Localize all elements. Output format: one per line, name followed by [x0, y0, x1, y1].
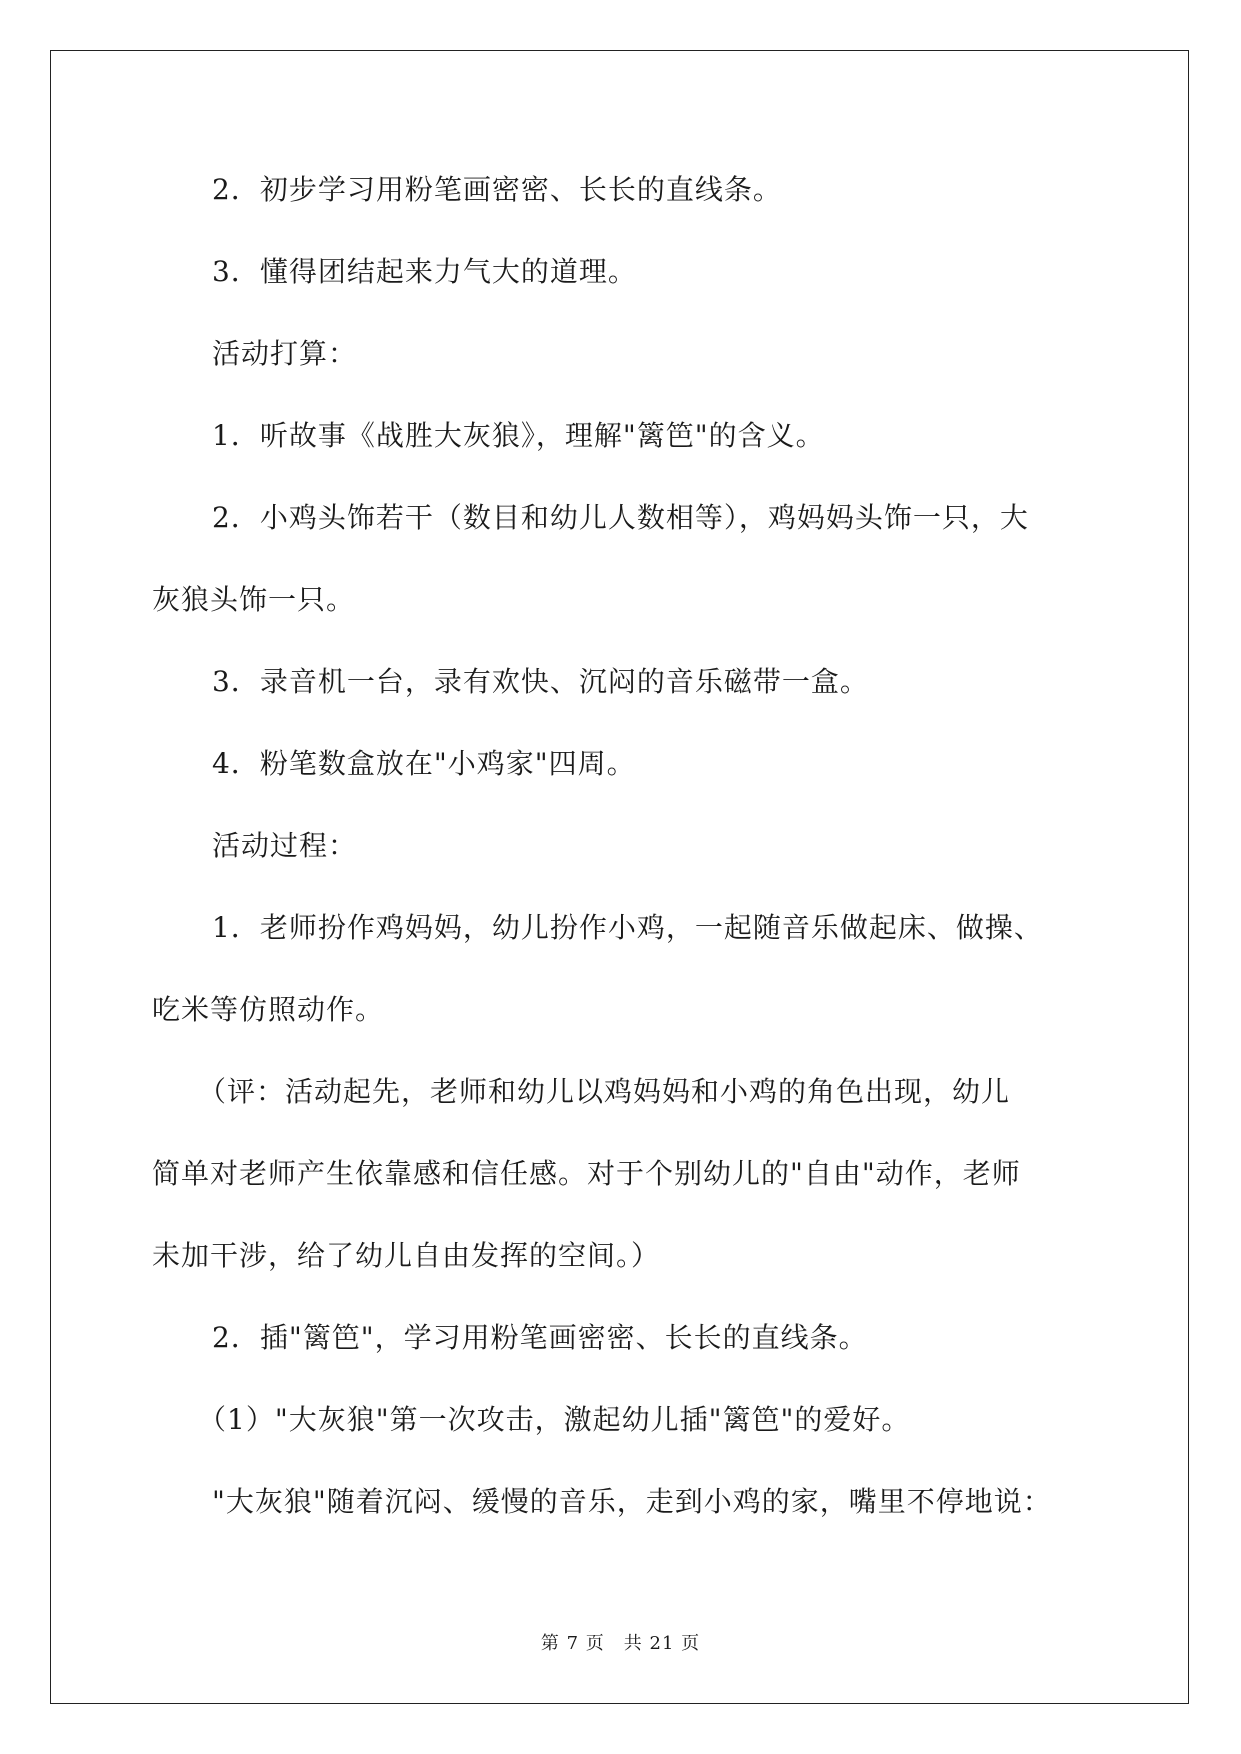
paragraph-line: 灰狼头饰一只。 — [152, 583, 356, 616]
comment-line: 未加干涉，给了幼儿自由发挥的空间。） — [152, 1239, 661, 1272]
comment-line: 简单对老师产生依靠感和信任感。对于个别幼儿的"自由"动作，老师 — [152, 1157, 1021, 1190]
section-heading: 活动过程： — [212, 829, 358, 862]
paragraph-line: 3．懂得团结起来力气大的道理。 — [212, 255, 637, 288]
comment-line: （评：活动起先，老师和幼儿以鸡妈妈和小鸡的角色出现，幼儿 — [198, 1075, 1011, 1108]
section-heading: 活动打算： — [212, 337, 358, 370]
paragraph-line: 1．听故事《战胜大灰狼》，理解"篱笆"的含义。 — [212, 419, 825, 452]
paragraph-line: 3．录音机一台，录有欢快、沉闷的音乐磁带一盒。 — [212, 665, 869, 698]
paragraph-line: 2．初步学习用粉笔画密密、长长的直线条。 — [212, 173, 782, 206]
paragraph-line: 2．小鸡头饰若干（数目和幼儿人数相等），鸡妈妈头饰一只，大 — [212, 501, 1029, 534]
paragraph-line: 2．插"篱笆"，学习用粉笔画密密、长长的直线条。 — [212, 1321, 868, 1354]
paragraph-line: 4．粉笔数盒放在"小鸡家"四周。 — [212, 747, 636, 780]
paragraph-line: 1．老师扮作鸡妈妈，幼儿扮作小鸡，一起随音乐做起床、做操、 — [212, 911, 1043, 944]
paragraph-line: 吃米等仿照动作。 — [152, 993, 385, 1026]
page-number-footer: 第 7 页 共 21 页 — [540, 1633, 701, 1654]
paragraph-line: "大灰狼"随着沉闷、缓慢的音乐，走到小鸡的家，嘴里不停地说： — [212, 1485, 1052, 1518]
page-border — [50, 50, 1189, 1704]
paragraph-line: （1）"大灰狼"第一次攻击，激起幼儿插"篱笆"的爱好。 — [198, 1403, 911, 1436]
